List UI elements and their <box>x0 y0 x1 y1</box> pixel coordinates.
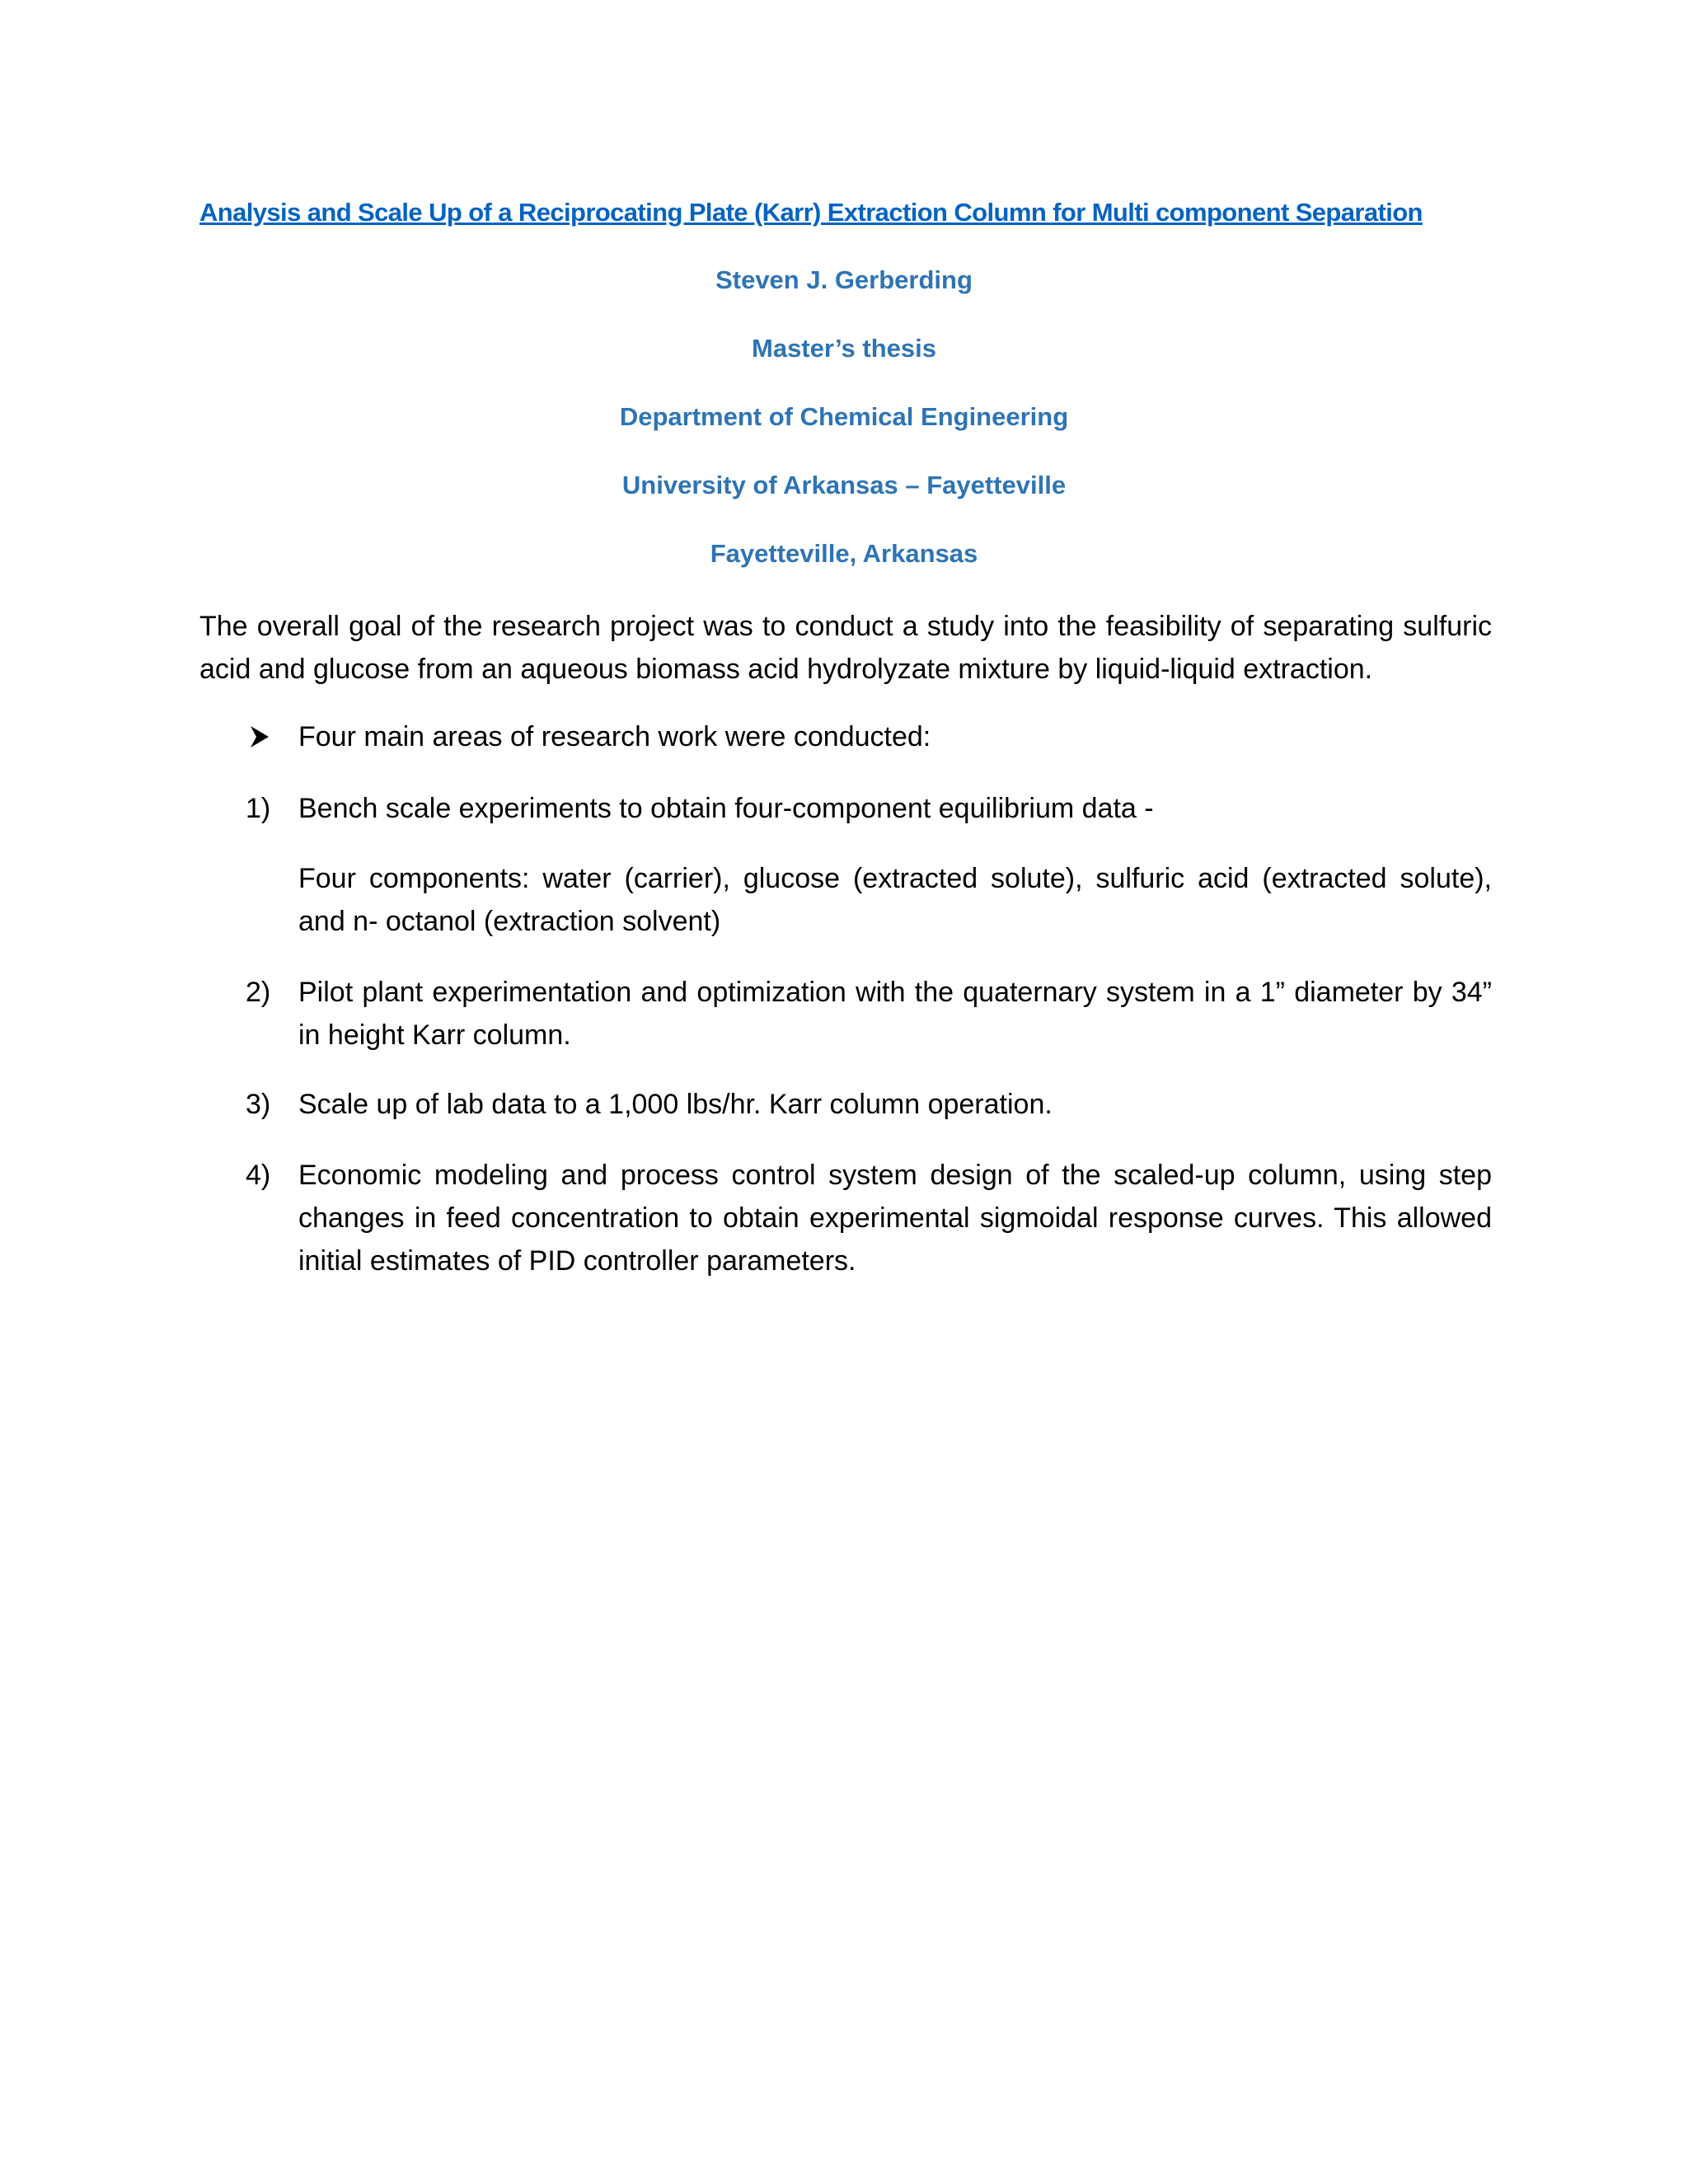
document-title-link[interactable]: Analysis and Scale Up of a Reciprocating Plate (Karr) Extraction Column for Multi component Separation <box>199 198 1423 227</box>
arrow-bullet-icon <box>249 724 270 749</box>
list-item-marker-1: 1) <box>246 793 271 824</box>
university-name: University of Arkansas – Fayetteville <box>621 471 1067 499</box>
intro-paragraph: The overall goal of the research project was to conduct a study into the feasibility of separating sulfuric acid and glucose from an aqueous biomass acid hydrolyzate mixture by liquid-liquid extraction. <box>199 611 1492 685</box>
list-item-text-1: Bench scale experiments to obtain four-component equilibrium data - <box>298 793 1154 824</box>
list-item-text-2: Pilot plant experimentation and optimization with the quaternary system in a 1” diameter by 34” in height Karr column. <box>298 977 1492 1051</box>
list-item-subtext-1: Four components: water (carrier), glucose (extracted solute), sulfuric acid (extracted solute), and n- octanol (extraction solvent) <box>298 863 1492 937</box>
list-item-text-4: Economic modeling and process control system design of the scaled-up column, using step changes in feed concentration to obtain experimental sigmoidal response curves. This allowed initial estimates of PID controller parameters. <box>298 1160 1492 1277</box>
degree-label: Master’s thesis <box>752 334 936 363</box>
bullet-text: Four main areas of research work were conducted: <box>298 721 931 752</box>
location-label: Fayetteville, Arkansas <box>710 539 978 568</box>
list-item-text-3: Scale up of lab data to a 1,000 lbs/hr. Karr column operation. <box>298 1089 1053 1120</box>
list-item-marker-4: 4) <box>246 1160 271 1191</box>
author-name: Steven J. Gerberding <box>715 265 973 294</box>
department-name: Department of Chemical Engineering <box>619 402 1069 431</box>
list-item-marker-3: 3) <box>246 1089 271 1120</box>
list-item-marker-2: 2) <box>246 977 271 1008</box>
